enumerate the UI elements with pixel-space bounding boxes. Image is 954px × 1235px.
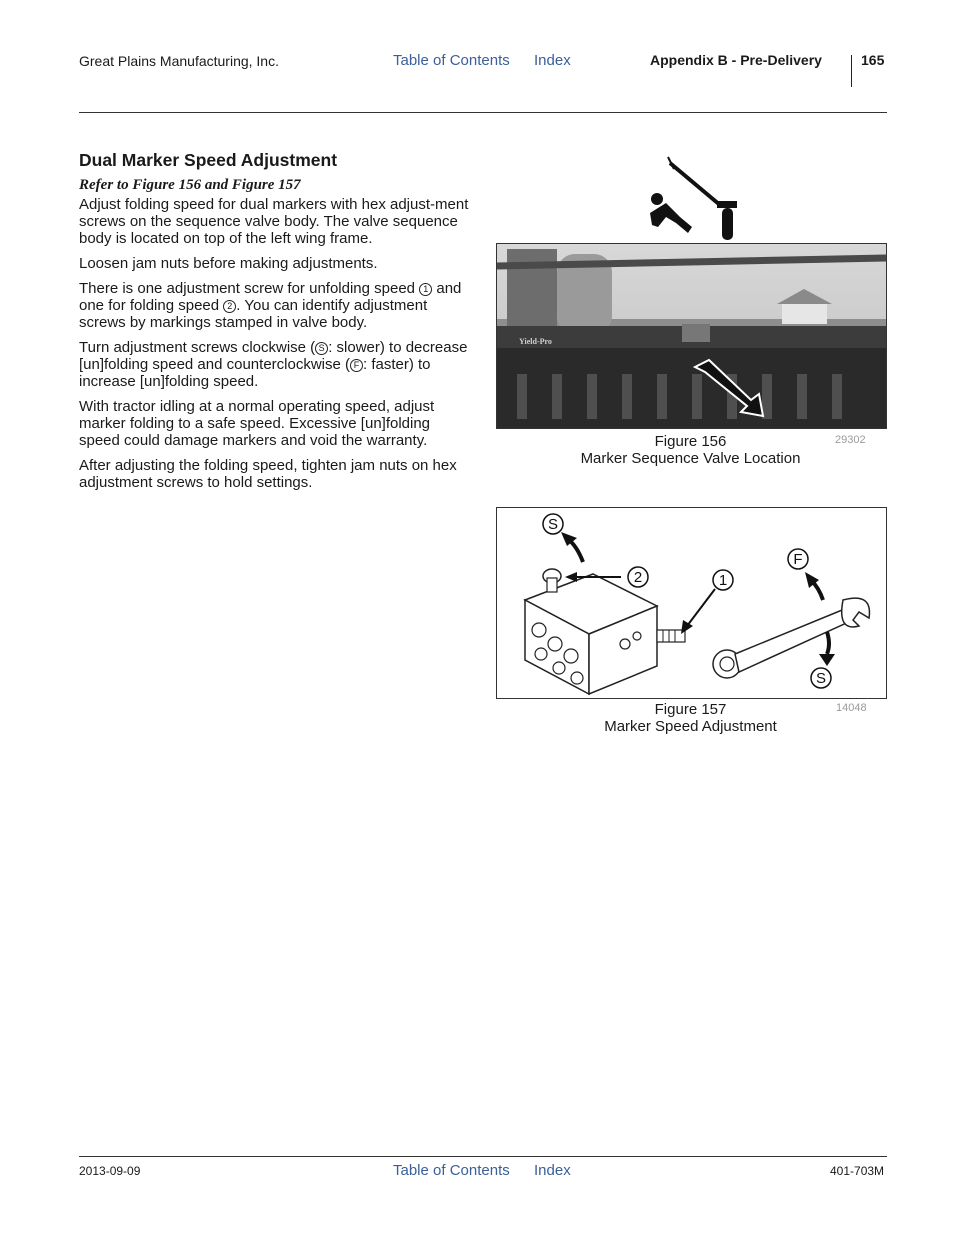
paragraph-3-b: and one for folding speed xyxy=(79,280,462,314)
paragraph-4-b: : slower) to decrease [un]folding speed and counterclockwise ( xyxy=(79,339,468,373)
section-title: Dual Marker Speed Adjustment xyxy=(79,150,338,170)
paragraph-3-a: There is one adjustment screw for unfolding speed xyxy=(79,280,416,297)
figure-156-label: Figure 156 xyxy=(654,433,727,450)
body-text xyxy=(79,196,471,499)
callout-2-text: 2 xyxy=(633,569,643,586)
header-index-link[interactable]: Index xyxy=(534,52,571,69)
callout-2-symbol: 2 xyxy=(223,300,236,313)
paragraph-3 xyxy=(79,280,471,331)
figure-156-photo xyxy=(496,243,887,429)
page-number: 165 xyxy=(861,52,885,68)
header-company: Great Plains Manufacturing, Inc. xyxy=(79,53,279,69)
slower-arrow-bottom xyxy=(827,632,829,654)
paragraph-3-c: . You can identify adjustment screws by markings stamped in valve body. xyxy=(79,297,428,331)
callout-1-text: 1 xyxy=(718,572,728,589)
header-toc-link[interactable]: Table of Contents xyxy=(393,52,510,69)
marker-valve-photo xyxy=(497,244,886,428)
paragraph-2: Loosen jam nuts before making adjustments. xyxy=(79,255,378,272)
callout-s-bottom-text: S xyxy=(815,670,827,687)
callout-1-symbol: 1 xyxy=(419,283,432,296)
header-divider xyxy=(851,55,852,87)
figure-157-illustration xyxy=(496,507,887,699)
paragraph-4-a: Turn adjustment screws clockwise ( xyxy=(79,339,316,356)
paragraph-5: With tractor idling at a normal operating speed, adjust marker folding to a safe speed. Excessive [un]folding speed could damage markers and void the warranty. xyxy=(79,398,435,449)
paragraph-4 xyxy=(79,339,471,390)
figure-157-label: Figure 157 xyxy=(654,701,727,718)
paragraph-4-c: : faster) to increase [un]folding speed. xyxy=(79,356,431,390)
footer-rule xyxy=(79,1156,887,1157)
header-section: Appendix B - Pre-Delivery xyxy=(650,52,822,68)
footer-index-link[interactable]: Index xyxy=(534,1162,571,1179)
figure-157-id: 14048 xyxy=(836,702,867,714)
footer-date: 2013-09-09 xyxy=(79,1164,141,1178)
slower-symbol: S xyxy=(315,342,328,355)
wrench-icon xyxy=(713,598,869,678)
figure-157-caption: Marker Speed Adjustment xyxy=(604,718,777,735)
speed-adjustment-drawing xyxy=(497,508,886,698)
figure-reference: Refer to Figure 156 and Figure 157 xyxy=(79,177,301,193)
figure-156-id: 29302 xyxy=(835,434,866,446)
callout-s-top-text: S xyxy=(547,516,559,533)
crush-hazard-icon xyxy=(640,155,750,243)
callout-f-text: F xyxy=(793,551,803,568)
paragraph-6: After adjusting the folding speed, tighten jam nuts on hex adjustment screws to hold settings. xyxy=(79,457,457,491)
faster-symbol: F xyxy=(350,359,363,372)
footer-toc-link[interactable]: Table of Contents xyxy=(393,1162,510,1179)
callout-1-leader xyxy=(687,589,715,626)
paragraph-1: Adjust folding speed for dual markers with hex adjust-ment screws on the sequence valve body. The valve sequence body is located on top of the left wing frame. xyxy=(79,196,469,247)
figure-156-caption: Marker Sequence Valve Location xyxy=(580,450,801,467)
header-rule xyxy=(79,112,887,113)
footer-doc-number: 401-703M xyxy=(830,1164,885,1178)
yield-pro-brand-text: Yield-Pro xyxy=(519,337,552,346)
